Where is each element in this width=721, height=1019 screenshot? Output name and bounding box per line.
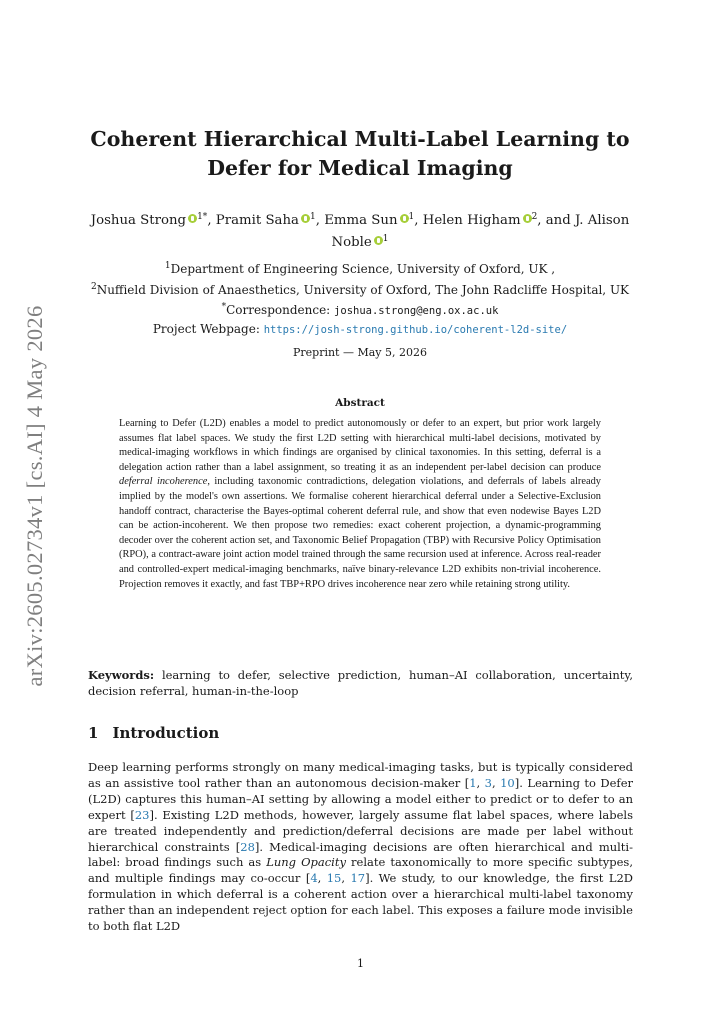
intro-text: ]. Existing L2D methods, however, largely assume flat label spaces, where labels are treated independently and prediction/deferral decisions are made per label without hierarchical constraints [ bbox=[88, 807, 633, 854]
correspondence-email[interactable]: joshua.strong@eng.ox.ac.uk bbox=[334, 305, 499, 317]
section-heading bbox=[88, 724, 219, 742]
author-name: Helen Higham bbox=[422, 213, 521, 228]
affiliation-text: Nuffield Division of Anaesthetics, University of Oxford, The John Radcliffe Hospital, UK bbox=[96, 282, 630, 297]
author-list: Joshua Strong $^{1*}$, Pramit Saha $^1$, Emma Sun $^1$, Helen Higham $^2$, and J. Alison Noble $^1$ bbox=[90, 212, 630, 250]
abstract-emphasis: deferral incoherence bbox=[119, 476, 208, 488]
keywords-text: learning to defer, selective prediction, human–AI collaboration, uncertainty, decision referral, human-in-the-loop bbox=[88, 668, 633, 698]
author-affil-sup: 1 bbox=[408, 212, 415, 222]
orcid-icon[interactable] bbox=[188, 214, 197, 223]
affiliation-sup: 2 bbox=[90, 281, 97, 292]
orcid-icon[interactable] bbox=[374, 236, 383, 245]
paper-title: Coherent Hierarchical Multi-Label Learning to Defer for Medical Imaging bbox=[90, 127, 630, 180]
citation-link[interactable]: 10 bbox=[500, 775, 515, 790]
author-joiner: , and bbox=[537, 213, 571, 228]
citation-sep: , bbox=[476, 775, 485, 790]
author-name: Pramit Saha bbox=[215, 213, 299, 228]
webpage-link[interactable]: https://josh-strong.github.io/coherent-l2d-site/ bbox=[263, 323, 568, 336]
webpage-line bbox=[80, 321, 640, 340]
affiliations bbox=[80, 258, 640, 339]
affiliation-line bbox=[80, 279, 640, 300]
author-affil-sup: 2 bbox=[531, 212, 538, 222]
citation-sep: , bbox=[341, 871, 351, 886]
keywords-label: Keywords: bbox=[88, 668, 155, 682]
citation-link[interactable]: 3 bbox=[484, 775, 492, 790]
keywords bbox=[88, 667, 633, 699]
author-name: Emma Sun bbox=[324, 213, 398, 228]
author-name: J. Alison Noble bbox=[331, 213, 630, 250]
arxiv-sidebar-stamp bbox=[22, 300, 48, 692]
orcid-icon[interactable] bbox=[400, 214, 409, 223]
intro-paragraph bbox=[88, 760, 633, 935]
citation-sep: , bbox=[491, 775, 501, 790]
orcid-icon[interactable] bbox=[301, 214, 310, 223]
abstract-body bbox=[119, 417, 601, 592]
author-affil-sup: 1* bbox=[197, 212, 208, 222]
author-affil-sup: 1 bbox=[309, 212, 316, 222]
abstract-heading: Abstract bbox=[335, 397, 385, 409]
section-number: 1 bbox=[88, 724, 99, 742]
correspondence-sup: * bbox=[221, 302, 227, 312]
arxiv-id: arXiv:2605.02734v1 [cs.AI] 4 May 2026 bbox=[22, 305, 47, 687]
abstract-text: Learning to Defer (L2D) enables a model to predict autonomously or defer to an expert, but prior work largely assumes flat label spaces. We study the first L2D setting with hierarchical multi-label decisions, motivated by medical-imaging workflows in which findings are organised by clinical taxonomies. In this setting, deferral is a delegation action rather than a label assignment, so treating it as an independent per-label decision can produce bbox=[119, 418, 601, 473]
citation-link[interactable]: 15 bbox=[326, 871, 342, 886]
citation-sep: , bbox=[317, 871, 327, 886]
citation-link[interactable]: 4 bbox=[310, 871, 318, 886]
correspondence-line bbox=[80, 299, 640, 321]
affiliation-text: Department of Engineering Science, University of Oxford, UK , bbox=[170, 262, 556, 276]
webpage-label: Project Webpage: bbox=[152, 321, 260, 336]
citation-link[interactable]: 23 bbox=[134, 807, 150, 822]
intro-text: ]. Learning to Defer (L2D) captures this human–AI setting by allowing a model either to predict or to defer to an expert [ bbox=[88, 775, 633, 822]
page-number: 1 bbox=[357, 957, 364, 970]
correspondence-label: Correspondence: bbox=[226, 303, 331, 317]
orcid-icon[interactable] bbox=[523, 214, 532, 223]
author-affil-sup: 1 bbox=[382, 234, 389, 244]
citation-link[interactable]: 1 bbox=[469, 775, 477, 790]
intro-text: relate taxonomically to more specific subtypes, and multiple findings may co-occur [ bbox=[88, 855, 633, 886]
section-title: Introduction bbox=[112, 724, 220, 742]
affiliation-sup: 1 bbox=[164, 261, 171, 271]
intro-emphasis: Lung Opacity bbox=[266, 855, 346, 870]
citation-link[interactable]: 17 bbox=[350, 871, 366, 886]
author-name: Joshua Strong bbox=[90, 213, 187, 228]
preprint-date: Preprint — May 5, 2026 bbox=[292, 346, 427, 359]
abstract-text: , including taxonomic contradictions, delegation violations, and deferrals of labels already implied by the model's own assertions. We formalise coherent hierarchical deferral under a Selective-Exclusion handoff contract, characterise the Bayes-optimal coherent deferral rule, and show that even nodewise Bayes L2D can be action-incoherent. We then propose two remedies: exact coherent projection, a dynamic-programming decoder over the coherent action set, and Taxonomic Belief Propagation (TBP) with Recursive Policy Optimisation (RPO), a contract-aware joint action model trained through the same recursion used at inference. Across real-reader and controlled-expert medical-imaging benchmarks, naïve binary-relevance L2D exhibits non-trivial incoherence. Projection removes it exactly, and fast TBP+RPO drives incoherence near zero while retaining strong utility. bbox=[119, 476, 601, 590]
intro-text: ]. We study, to our knowledge, the first L2D formulation in which deferral is a coherent action over a hierarchical multi-label taxonomy rather than an independent reject option for each label. This exposes a failure mode invisible to both flat L2D bbox=[88, 871, 634, 934]
intro-text: Deep learning performs strongly on many medical-imaging tasks, but is typically considered as an assistive tool rather than an autonomous decision-maker [ bbox=[88, 760, 633, 790]
citation-link[interactable]: 28 bbox=[240, 839, 255, 854]
intro-text: ]. Medical-imaging decisions are often hierarchical and multi-label: broad findings such as bbox=[88, 839, 633, 870]
affiliation-line bbox=[80, 258, 640, 279]
